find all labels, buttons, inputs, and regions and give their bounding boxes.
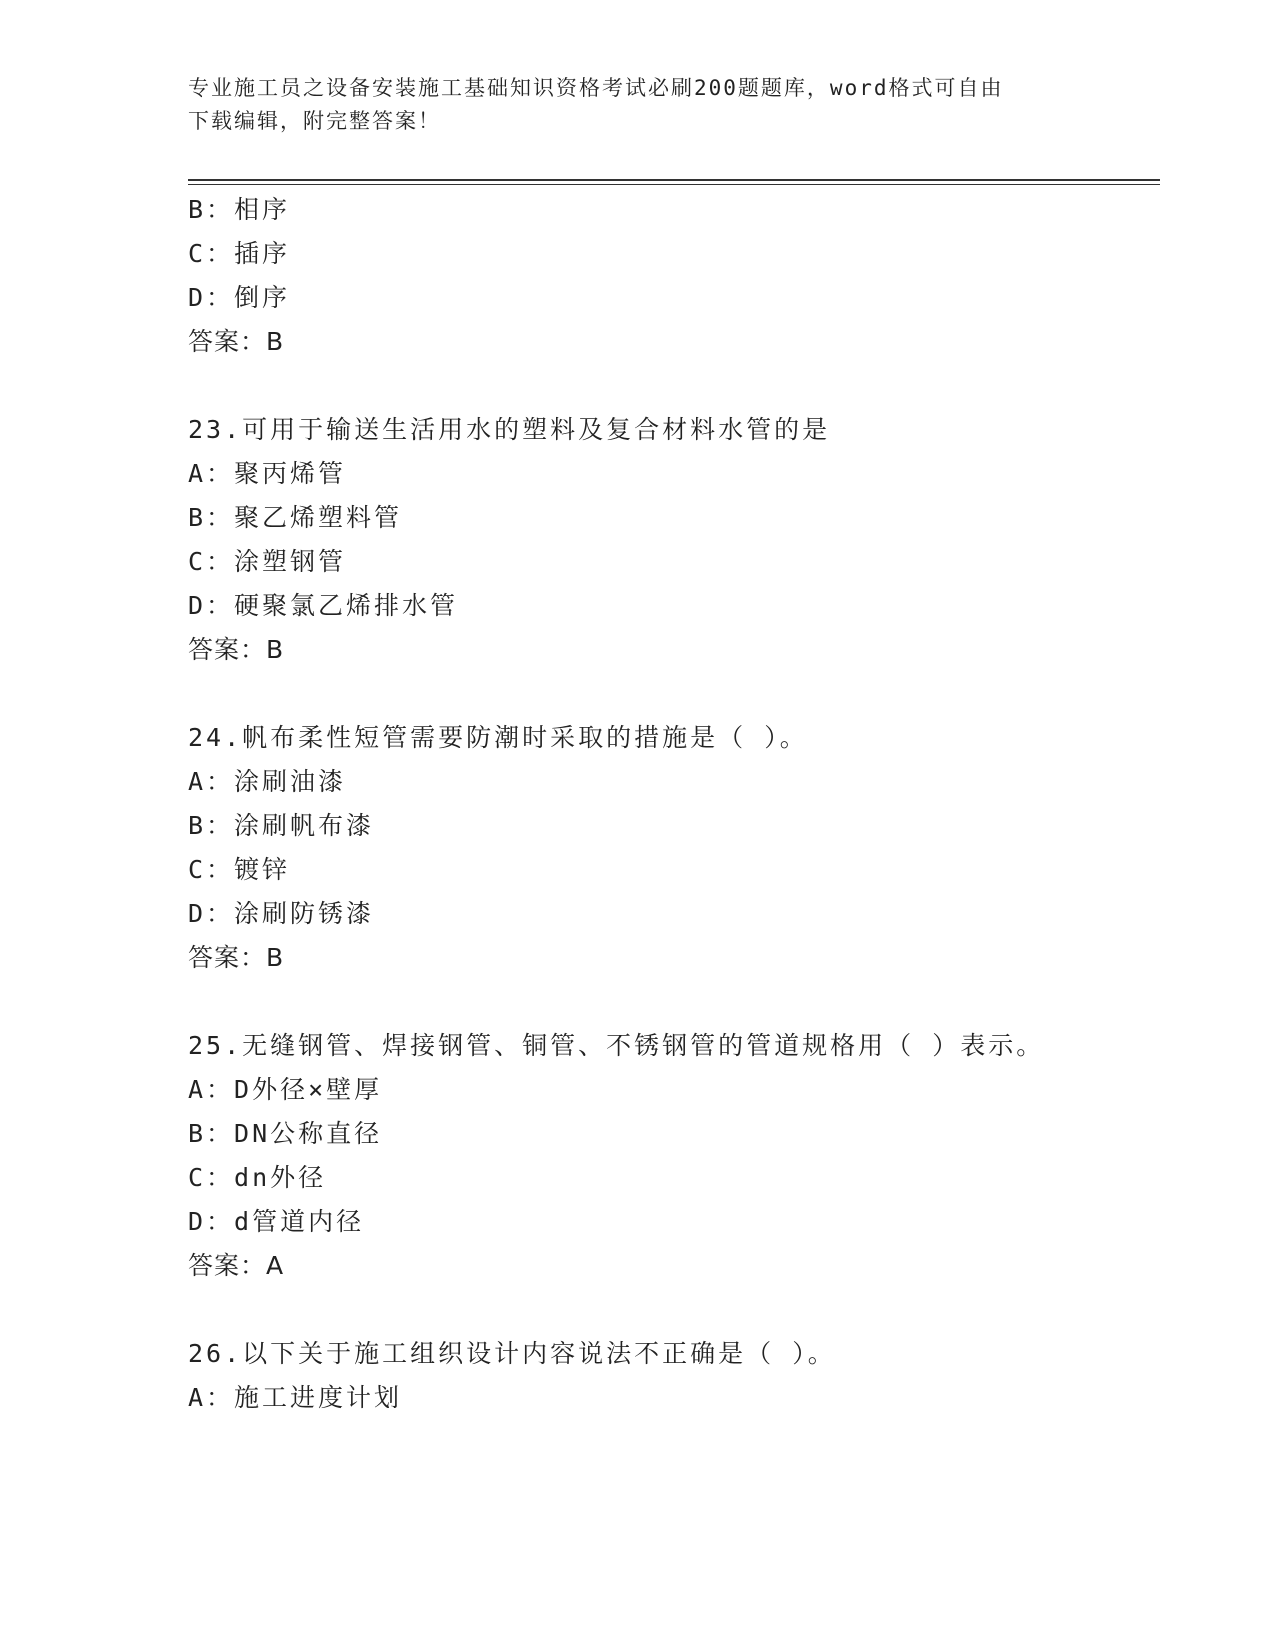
q24-option-d: D：涂刷防锈漆 — [188, 899, 375, 928]
q24-option-c: C：镀锌 — [188, 855, 291, 884]
q26-question: 26.以下关于施工组织设计内容说法不正确是（ ）。 — [188, 1339, 836, 1368]
q22-answer: 答案：B — [188, 327, 285, 356]
document-header — [188, 72, 1088, 138]
header-line-1: 专业施工员之设备安装施工基础知识资格考试必刷200题题库，word格式可自由 — [188, 76, 1004, 100]
header-rule-thick — [188, 179, 1160, 181]
q22-option-d: D：倒序 — [188, 283, 291, 312]
q22-option-c: C：插序 — [188, 239, 291, 268]
q23-answer: 答案：B — [188, 635, 285, 664]
q24-answer: 答案：B — [188, 943, 285, 972]
q23-option-d: D：硬聚氯乙烯排水管 — [188, 591, 459, 620]
q25-answer: 答案：A — [188, 1251, 285, 1280]
q23-question: 23.可用于输送生活用水的塑料及复合材料水管的是 — [188, 415, 831, 444]
q23-option-c: C：涂塑钢管 — [188, 547, 347, 576]
q23-option-b: B：聚乙烯塑料管 — [188, 503, 403, 532]
q24-question: 24.帆布柔性短管需要防潮时采取的措施是（ ）。 — [188, 723, 808, 752]
q26-option-a: A：施工进度计划 — [188, 1383, 403, 1412]
header-line-2: 下载编辑，附完整答案！ — [188, 109, 441, 133]
q24-option-a: A：涂刷油漆 — [188, 767, 347, 796]
q24-option-b: B：涂刷帆布漆 — [188, 811, 375, 840]
q25-option-a: A：D外径×壁厚 — [188, 1075, 383, 1104]
q25-question: 25.无缝钢管、焊接钢管、铜管、不锈钢管的管道规格用（ ）表示。 — [188, 1031, 1045, 1060]
header-rule-thin — [188, 184, 1160, 185]
q25-option-d: D：d管道内径 — [188, 1207, 365, 1236]
q25-option-b: B：DN公称直径 — [188, 1119, 383, 1148]
q22-option-b: B：相序 — [188, 195, 291, 224]
q23-option-a: A：聚丙烯管 — [188, 459, 347, 488]
q25-option-c: C：dn外径 — [188, 1163, 327, 1192]
